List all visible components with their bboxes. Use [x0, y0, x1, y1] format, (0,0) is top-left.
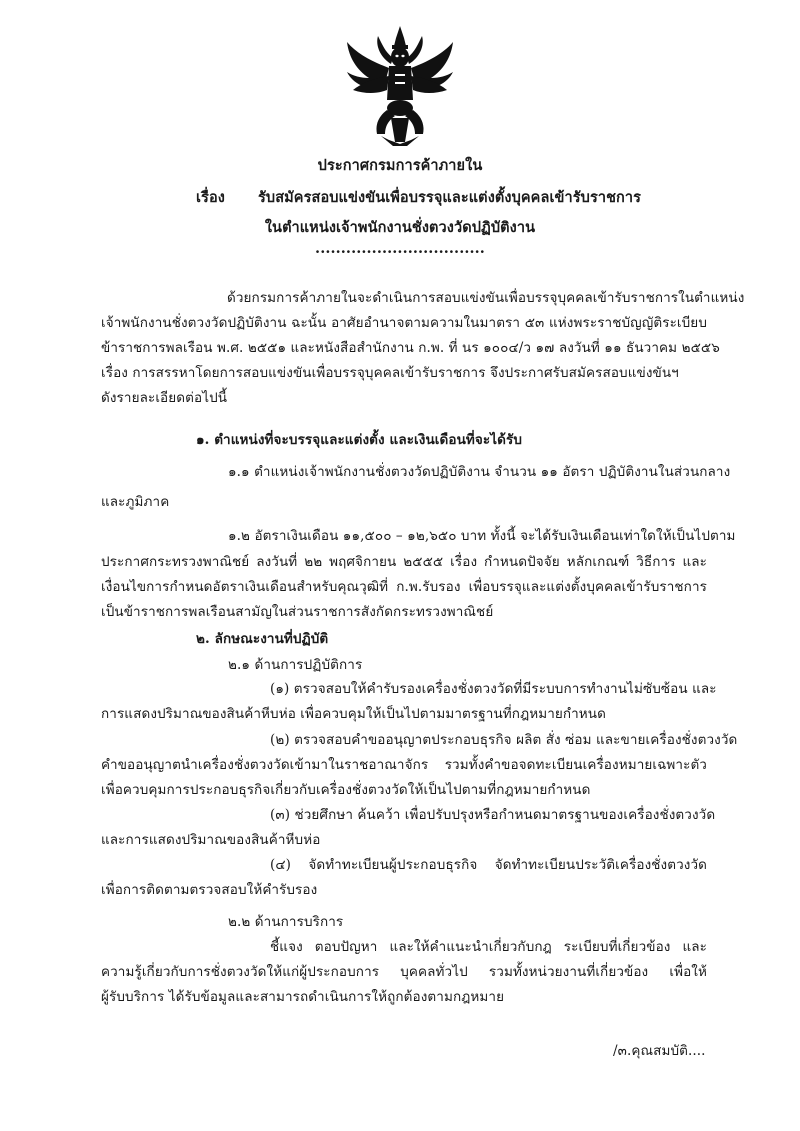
section-2-1-item-3-line-1: (๓) ช่วยศึกษา ค้นคว้า เพื่อปรับปรุงหรือกำหนดมาตรฐานของเครื่องชั่งตวงวัด: [270, 807, 716, 823]
header-divider: .................................: [315, 240, 485, 257]
section-1-1-line-2: และภูมิภาค: [101, 494, 170, 510]
subject-line-2: ในตำแหน่งเจ้าพนักงานชั่งตวงวัดปฏิบัติงาน: [264, 219, 536, 236]
subject-line-1: รับสมัครสอบแข่งขันเพื่อบรรจุและแต่งตั้งบุคคลเข้ารับราชการ: [258, 189, 642, 206]
section-2-1-item-2-line-2: คำขออนุญาตนำเครื่องชั่งตวงวัดเข้ามาในราชอาณาจักร รวมทั้งคำขอจดทะเบียนเครื่องหมายเฉพาะตัว: [101, 757, 707, 773]
subject-label: เรื่อง: [196, 189, 225, 206]
intro-line-5: ดังรายละเอียดต่อไปนี้: [101, 390, 228, 406]
section-2-1-heading: ๒.๑ ด้านการปฏิบัติการ: [228, 657, 363, 673]
section-1-heading: ๑. ตำแหน่งที่จะบรรจุและแต่งตั้ง และเงินเดือนที่จะได้รับ: [196, 432, 523, 448]
section-2-heading: ๒. ลักษณะงานที่ปฏิบัติ: [196, 631, 329, 647]
section-2-1-item-3-line-2: และการแสดงปริมาณของสินค้าหีบห่อ: [101, 832, 321, 848]
section-2-1-item-1-line-1: (๑) ตรวจสอบให้คำรับรองเครื่องชั่งตวงวัดที่มีระบบการทำงานไม่ซับซ้อน และ: [270, 681, 717, 697]
section-2-1-item-2-line-1: (๒) ตรวจสอบคำขออนุญาตประกอบธุรกิจ ผลิต สั่ง ซ่อม และขายเครื่องชั่งตวงวัด: [270, 732, 738, 748]
section-1-2-line-2: ประกาศกระทรวงพาณิชย์ ลงวันที่ ๒๒ พฤศจิกายน ๒๕๕๕ เรื่อง กำหนดปัจจัย หลักเกณฑ์ วิธีการ และ: [101, 554, 707, 570]
section-2-2-line-2: ความรู้เกี่ยวกับการชั่งตวงวัดให้แก่ผู้ประกอบการ บุคคลทั่วไป รวมทั้งหน่วยงานที่เกี่ยวข้อง เพื่อให้: [101, 964, 707, 980]
garuda-emblem-icon: [345, 24, 455, 148]
section-2-2-line-3: ผู้รับบริการ ได้รับข้อมูลและสามารถดำเนินการให้ถูกต้องตามกฎหมาย: [101, 989, 505, 1005]
intro-line-3: ข้าราชการพลเรือน พ.ศ. ๒๕๕๑ และหนังสือสำนักงาน ก.พ. ที่ นร ๑๐๐๔/ว ๑๗ ลงวันที่ ๑๑ ธันวาคม ๒๕๕๖: [101, 340, 720, 356]
section-2-2-heading: ๒.๒ ด้านการบริการ: [228, 914, 344, 930]
section-2-1-item-4-line-1: (๔) จัดทำทะเบียนผู้ประกอบธุรกิจ จัดทำทะเบียนประวัติเครื่องชั่งตวงวัด: [270, 857, 707, 873]
intro-line-4: เรื่อง การสรรหาโดยการสอบแข่งขันเพื่อบรรจุบุคคลเข้ารับราชการ จึงประกาศรับสมัครสอบแข่งขันฯ: [101, 365, 679, 381]
section-2-1-item-2-line-3: เพื่อควบคุมการประกอบธุรกิจเกี่ยวกับเครื่องชั่งตวงวัดให้เป็นไปตามที่กฎหมายกำหนด: [101, 782, 591, 798]
section-1-2-line-1: ๑.๒ อัตราเงินเดือน ๑๑,๕๐๐ – ๑๒,๖๕๐ บาท ทั้งนี้ จะได้รับเงินเดือนเท่าใดให้เป็นไปตาม: [228, 528, 736, 544]
announcement-title: ประกาศกรมการค้าภายใน: [317, 157, 483, 174]
section-2-1-item-4-line-2: เพื่อการติดตามตรวจสอบให้คำรับรอง: [101, 882, 318, 898]
section-2-2-line-1: ชี้แจง ตอบปัญหา และให้คำแนะนำเกี่ยวกับกฎ ระเบียบที่เกี่ยวข้อง และ: [270, 939, 707, 955]
intro-line-2: เจ้าพนักงานชั่งตวงวัดปฏิบัติงาน ฉะนั้น อาศัยอำนาจตามความในมาตรา ๕๓ แห่งพระราชบัญญัติระเบียบ: [101, 315, 707, 331]
section-2-1-item-1-line-2: การแสดงปริมาณของสินค้าหีบห่อ เพื่อควบคุมให้เป็นไปตามมาตรฐานที่กฎหมายกำหนด: [101, 706, 606, 722]
section-1-1-line-1: ๑.๑ ตำแหน่งเจ้าพนักงานชั่งตวงวัดปฏิบัติงาน จำนวน ๑๑ อัตรา ปฏิบัติงานในส่วนกลาง: [228, 464, 731, 480]
intro-line-1: ด้วยกรมการค้าภายในจะดำเนินการสอบแข่งขันเพื่อบรรจุบุคคลเข้ารับราชการในตำแหน่ง: [227, 290, 745, 306]
section-1-2-line-3: เงื่อนไขการกำหนดอัตราเงินเดือนสำหรับคุณวุฒิที่ ก.พ.รับรอง เพื่อบรรจุและแต่งตั้งบุคคลเข้ารับราชการ: [101, 579, 707, 595]
continuation-note: /๓.คุณสมบัติ....: [613, 1043, 706, 1059]
section-1-2-line-4: เป็นข้าราชการพลเรือนสามัญในส่วนราชการสังกัดกระทรวงพาณิชย์: [101, 604, 494, 620]
